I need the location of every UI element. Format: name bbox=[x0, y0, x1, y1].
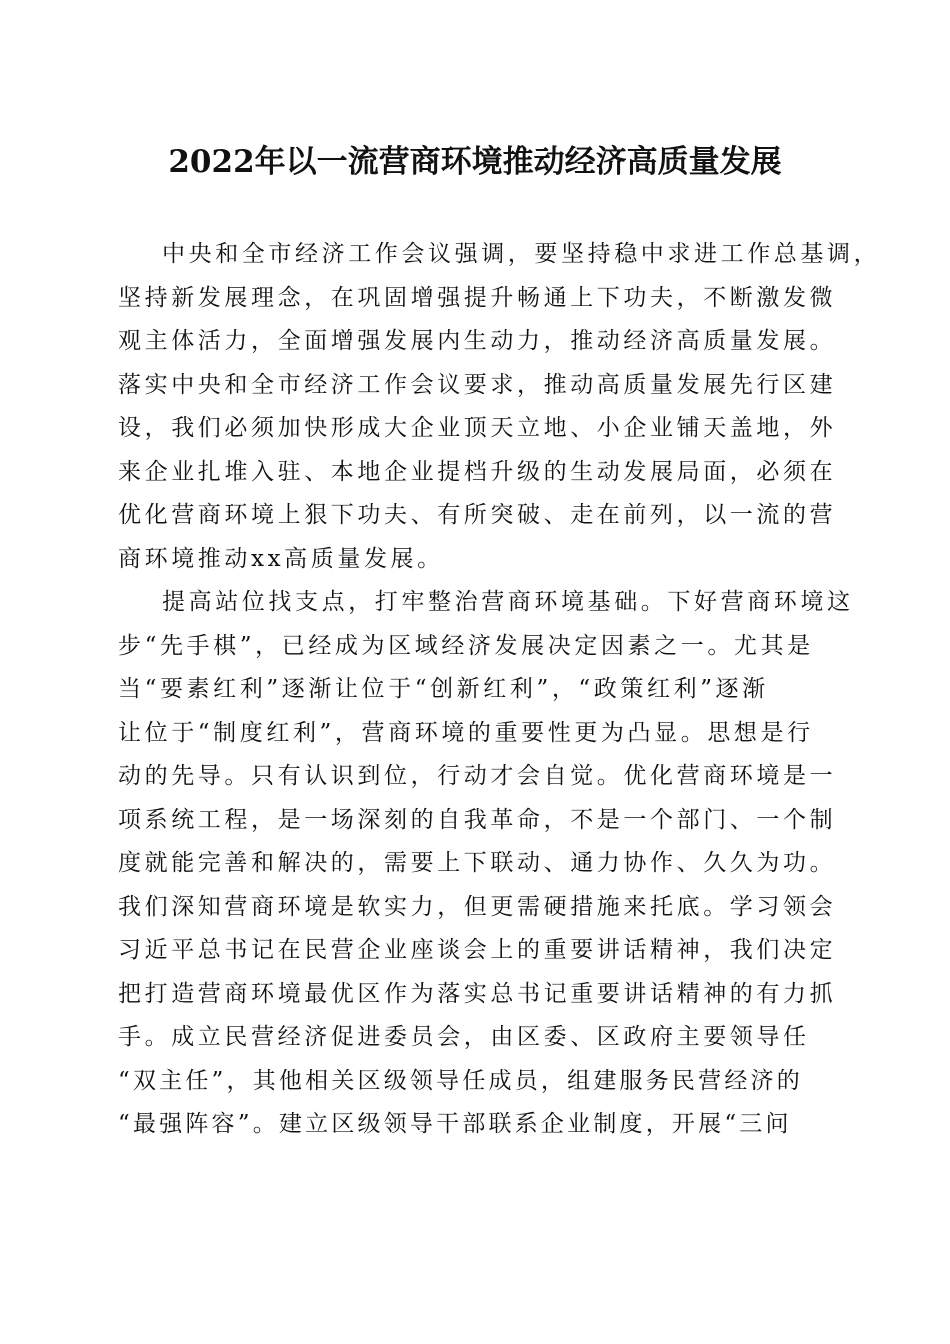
paragraph-1-line-4: 落实中央和全市经济工作会议要求，推动高质量发展先行区建 bbox=[118, 371, 837, 398]
paragraph-2-line-7: 度就能完善和解决的，需要上下联动、通力协作、久久为功。 bbox=[118, 850, 837, 876]
paragraph-2-line-13: “最强阵容”。建立区级领导干部联系企业制度，开展“三问 bbox=[118, 1111, 792, 1137]
paragraph-2-line-6: 项系统工程，是一场深刻的自我革命，不是一个部门、一个制 bbox=[118, 806, 837, 833]
paragraph-2-line-4: 让位于“制度红利”，营商环境的重要性更为凸显。思想是行 bbox=[118, 719, 814, 746]
paragraph-1-line-3: 观主体活力，全面增强发展内生动力，推动经济高质量发展。 bbox=[118, 328, 837, 354]
paragraph-1-line-6: 来企业扎堆入驻、本地企业提档升级的生动发展局面，必须在 bbox=[118, 458, 837, 485]
paragraph-2-line-2: 步“先手棋”，已经成为区域经济发展决定因素之一。尤其是 bbox=[118, 632, 814, 659]
paragraph-1-line-1: 中央和全市经济工作会议强调，要坚持稳中求进工作总基调， bbox=[162, 241, 881, 267]
paragraph-2-line-1: 提高站位找支点，打牢整治营商环境基础。下好营商环境这 bbox=[162, 589, 854, 615]
paragraph-1-line-5: 设，我们必须加快形成大企业顶天立地、小企业铺天盖地，外 bbox=[118, 415, 837, 441]
paragraph-2-line-8: 我们深知营商环境是软实力，但更需硬措施来托底。学习领会 bbox=[118, 893, 837, 920]
paragraph-1-line-7: 优化营商环境上狠下功夫、有所突破、走在前列，以一流的营 bbox=[118, 502, 837, 528]
paragraph-2-line-10: 把打造营商环境最优区作为落实总书记重要讲话精神的有力抓 bbox=[118, 980, 837, 1007]
paragraph-1-line-8: 商环境推动xx高质量发展。 bbox=[118, 545, 444, 572]
paragraph-2-line-11: 手。成立民营经济促进委员会，由区委、区政府主要领导任 bbox=[118, 1024, 810, 1050]
paragraph-1-line-2: 坚持新发展理念，在巩固增强提升畅通上下功夫，不断激发微 bbox=[118, 284, 837, 311]
paragraph-2-line-3: 当“要素红利”逐渐让位于“创新红利”，“政策红利”逐渐 bbox=[118, 676, 769, 702]
paragraph-2-line-12: “双主任”，其他相关区级领导任成员，组建服务民营经济的 bbox=[118, 1067, 803, 1094]
paragraph-2-line-5: 动的先导。只有认识到位，行动才会自觉。优化营商环境是一 bbox=[118, 763, 837, 789]
document-body bbox=[118, 233, 881, 1147]
paragraph-2-line-9: 习近平总书记在民营企业座谈会上的重要讲话精神，我们决定 bbox=[118, 937, 837, 963]
document-title: 2022年以一流营商环境推动经济高质量发展 bbox=[168, 144, 782, 180]
